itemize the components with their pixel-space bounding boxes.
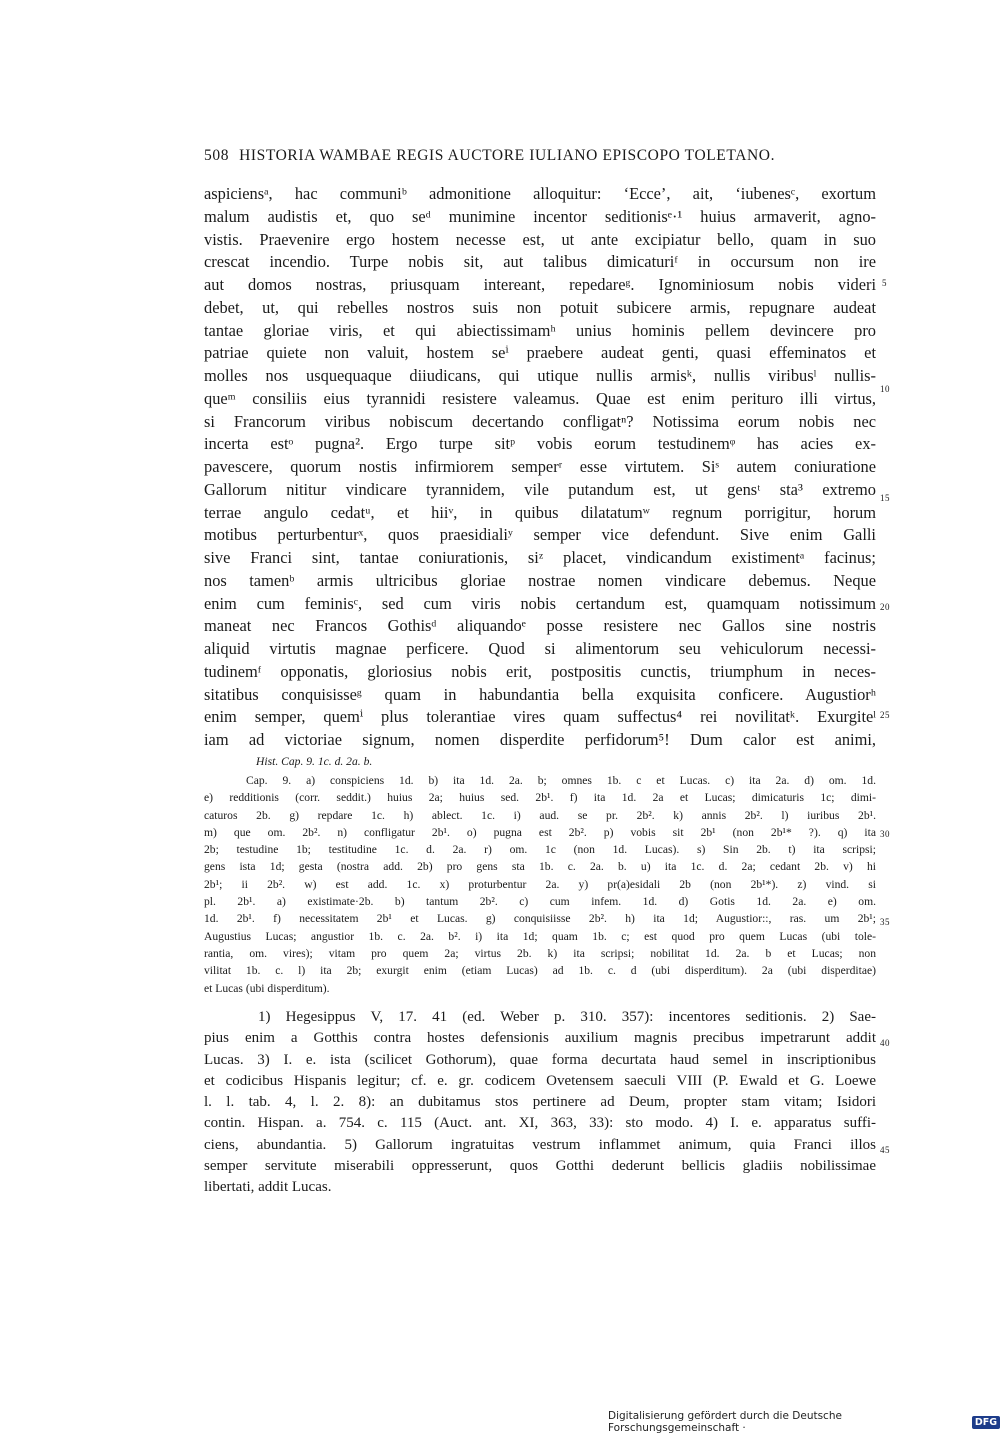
main-line: nos tamenᵇ armis ultricibus gloriae nostrae nomen vindicare debemus. Neque bbox=[204, 570, 876, 590]
main-line: maneat nec Francos Gothisᵈ aliquandoᵉ posse resistere nec Gallos sine nostris bbox=[204, 616, 876, 636]
apparatus-line: rantia, om. vires); vitam pro quem 2a; virtus 2b. k) ita scripsi; nobilitat 1d. 2a. b et Lucas; non bbox=[204, 946, 876, 960]
apparatus-line: caturos 2b. g) repdare 1c. h) ablect. 1c. i) aud. se pr. 2b². k) annis 2b². l) iuribus 2b¹. bbox=[204, 808, 876, 822]
line-number: 30 bbox=[880, 829, 890, 839]
apparatus-line: vilitat 1b. c. l) ita 2b; exurgit enim (etiam Lucas) ad 1b. c. d (ubi disperditum). 2a (ubi disperditae) bbox=[204, 964, 876, 978]
main-line: enim cum feminisᶜ, sed cum viris nobis certandum est, quamquam notissimum bbox=[204, 593, 876, 613]
line-number: 5 bbox=[882, 278, 887, 288]
dfg-logo: DFG bbox=[972, 1416, 1000, 1429]
main-line: enim semper, quemⁱ plus tolerantiae vires quam suffectus⁴ rei novilitatᵏ. Exurgiteˡ bbox=[204, 707, 876, 727]
line-number: 15 bbox=[880, 493, 890, 503]
main-line: aspiciensᵃ, hac communiᵇ admonitione alloquitur: ‘Ecce’, ait, ‘iubenesᶜ, exortum bbox=[204, 184, 876, 203]
main-line: molles nos usquequaque diiudicans, qui utique nullis armisᵏ, nullis viribusˡ nullis- bbox=[204, 366, 876, 385]
apparatus-hist: Hist. Cap. 9. 1c. d. 2a. b. bbox=[256, 755, 373, 768]
footnote-line: l. l. tab. 4, l. 2. 8): an dubitamus stos pertinere ad Deum, propter stam vitam; Isidori bbox=[204, 1094, 876, 1111]
main-line: sive Franci sint, tantae coniurationis, siᶻ placet, vindicandum existimentᵃ facinus; bbox=[204, 548, 876, 567]
running-header bbox=[204, 147, 864, 165]
line-number: 20 bbox=[880, 602, 890, 612]
main-line: vistis. Praevenire ergo hostem necesse est, ut ante excipiatur bello, quam in suo bbox=[204, 229, 876, 249]
apparatus-line: m) que om. 2b². n) confligatur 2b¹. o) pugna est 2b². p) vobis sit 2b¹ (non 2b¹* ?). q) ita bbox=[204, 825, 876, 839]
main-line: motibus perturbenturˣ, quos praesidialiʸ semper vice defendunt. Sive enim Galli bbox=[204, 525, 876, 545]
main-line: patriae quiete non valuit, hostem seⁱ praebere audeat genti, quasi effeminatos et bbox=[204, 343, 876, 363]
footnote-line: ciens, abundantia. 5) Gallorum ingratuitas vestrum inflammet animum, quia Franci illos bbox=[204, 1136, 876, 1153]
apparatus-line: 2b; testudine 1b; testitudine 1c. d. 2a. r) om. 1c (non 1d. Lucas). s) Sin 2b. t) ita scripsi; bbox=[204, 843, 876, 857]
running-title: HISTORIA WAMBAE REGIS AUCTORE IULIANO EPISCOPO TOLETANO. bbox=[239, 147, 776, 164]
line-number: 25 bbox=[880, 710, 890, 720]
main-line: incerta estᵒ pugna². Ergo turpe sitᵖ vobis eorum testudinemᵠ has acies ex- bbox=[204, 434, 876, 454]
footer-text: Digitalisierung gefördert durch die Deutsche Forschungsgemeinschaft · bbox=[608, 1410, 842, 1434]
apparatus-line: Augustius Lucas; angustior 1b. c. 2a. b². i) ita 1d; quam 1b. c; est quod pro quem Lucas (ubi tole- bbox=[204, 929, 876, 943]
main-line: Gallorum nititur vindicare tyrannidem, vile putandum est, ut gensᵗ sta³ extremo bbox=[204, 479, 876, 499]
main-line: iam ad victoriae signum, nomen disperdite perfidorum⁵! Dum calor est animi, bbox=[204, 730, 876, 749]
line-number: 35 bbox=[880, 917, 890, 927]
main-line: si Francorum viribus nobiscum decertando confligatⁿ? Notissima eorum nobis nec bbox=[204, 411, 876, 431]
apparatus-line: e) redditionis (corr. seddit.) huius 2a; huius sed. 2b¹. f) ita 1d. 2a et Lucas; dimicaturis 1c; dimi- bbox=[204, 791, 876, 805]
main-line: sitatibus conquisisseᵍ quam in habundantia bella exquisita conficere. Augustiorʰ bbox=[204, 684, 876, 704]
main-line: tantae gloriae viris, et qui abiectissimamʰ unius hominis pellem devincere pro bbox=[204, 320, 876, 340]
digitization-footer bbox=[608, 1410, 1000, 1434]
apparatus-line: et Lucas (ubi disperditum). bbox=[204, 981, 330, 995]
footnote-line: et codicibus Hispanis legitur; cf. e. gr. codicem Ovetensem saeculi VIII (P. Ewald et G. Loewe bbox=[204, 1072, 876, 1089]
footnote-line: libertati, addit Lucas. bbox=[204, 1179, 332, 1196]
apparatus-line: Cap. 9. a) conspiciens 1d. b) ita 1d. 2a. b; omnes 1b. c et Lucas. c) ita 2a. d) om. 1d. bbox=[246, 774, 876, 787]
main-line: debet, ut, qui rebelles nostros suis non potuit subicere armis, repugnare audeat bbox=[204, 297, 876, 317]
footnote-line: pius enim a Gotthis contra hostes defensionis auxilium magnis precibus impetrarunt addit bbox=[204, 1030, 876, 1047]
line-number: 45 bbox=[880, 1145, 890, 1155]
main-line: tudinemᶠ opponatis, gloriosius nobis erit, postpositis cunctis, triumphum in neces- bbox=[204, 661, 876, 681]
main-line: aut domos nostras, priusquam intereant, repedareᵍ. Ignominiosum nobis videri bbox=[204, 275, 876, 294]
main-line: malum audistis et, quo seᵈ munimine incentor seditionisᵉ·¹ huius armaverit, agno- bbox=[204, 206, 876, 226]
apparatus-line: pl. 2b¹. a) existimate·2b. b) tantum 2b². c) cum infem. 1d. d) Gotis 1d. 2a. e) om. bbox=[204, 895, 876, 909]
line-number: 40 bbox=[880, 1038, 890, 1048]
main-line: crescat incendio. Turpe nobis sit, aut talibus dimicaturiᶠ in occursum non ire bbox=[204, 252, 876, 272]
main-line: pavescere, quorum nostis infirmiorem semperʳ esse virtutem. Siˢ autem coniuratione bbox=[204, 457, 876, 476]
apparatus-line: 1d. 2b¹. f) necessitatem 2b¹ et Lucas. g) conquisiisse 2b². h) ita 1d; Augustior::, ras. um 2b¹; bbox=[204, 912, 876, 926]
footnote-line: semper servitute miserabili oppresserunt, quos Gotthi dederunt bellicis gladiis nobilissimae bbox=[204, 1158, 876, 1175]
main-line: terrae angulo cedatᵘ, et hiiᵛ, in quibus dilatatumʷ regnum porrigitur, horum bbox=[204, 502, 876, 522]
footnote-line: 1) Hegesippus V, 17. 41 (ed. Weber p. 310. 357): incentores seditionis. 2) Sae- bbox=[258, 1009, 876, 1025]
apparatus-line: 2b¹; ii 2b². w) est add. 1c. x) proturbentur 2a. y) pr(a)esidali 2b (non 2b¹*). z) vind. si bbox=[204, 877, 876, 891]
footnote-line: Lucas. 3) I. e. ista (scilicet Gothorum), quae forma decurtata haud semel in inscriptionibus bbox=[204, 1051, 876, 1068]
footnotes bbox=[204, 1007, 876, 1199]
main-line: queᵐ consiliis eius tyrannidi resistere valeamus. Quae est enim perituro illi virtus, bbox=[204, 388, 876, 408]
line-number: 10 bbox=[880, 384, 890, 394]
apparatus-line: gens ista 1d; gesta (nostra add. 2b) pro gens sta 1b. c. 2a. b. u) ita 1c. d. 2a; cedant 2b. v) hi bbox=[204, 860, 876, 874]
footnote-line: contin. Hispan. a. 754. c. 115 (Auct. ant. XI, 363, 33): sto modo. 4) I. e. apparatus suffi- bbox=[204, 1115, 876, 1132]
critical-apparatus bbox=[204, 752, 876, 997]
main-line: aliquid virtutis magnae perficere. Quod si alimentorum seu vehiculorum necessi- bbox=[204, 639, 876, 658]
main-text bbox=[204, 183, 876, 752]
page-number: 508 bbox=[204, 147, 230, 164]
